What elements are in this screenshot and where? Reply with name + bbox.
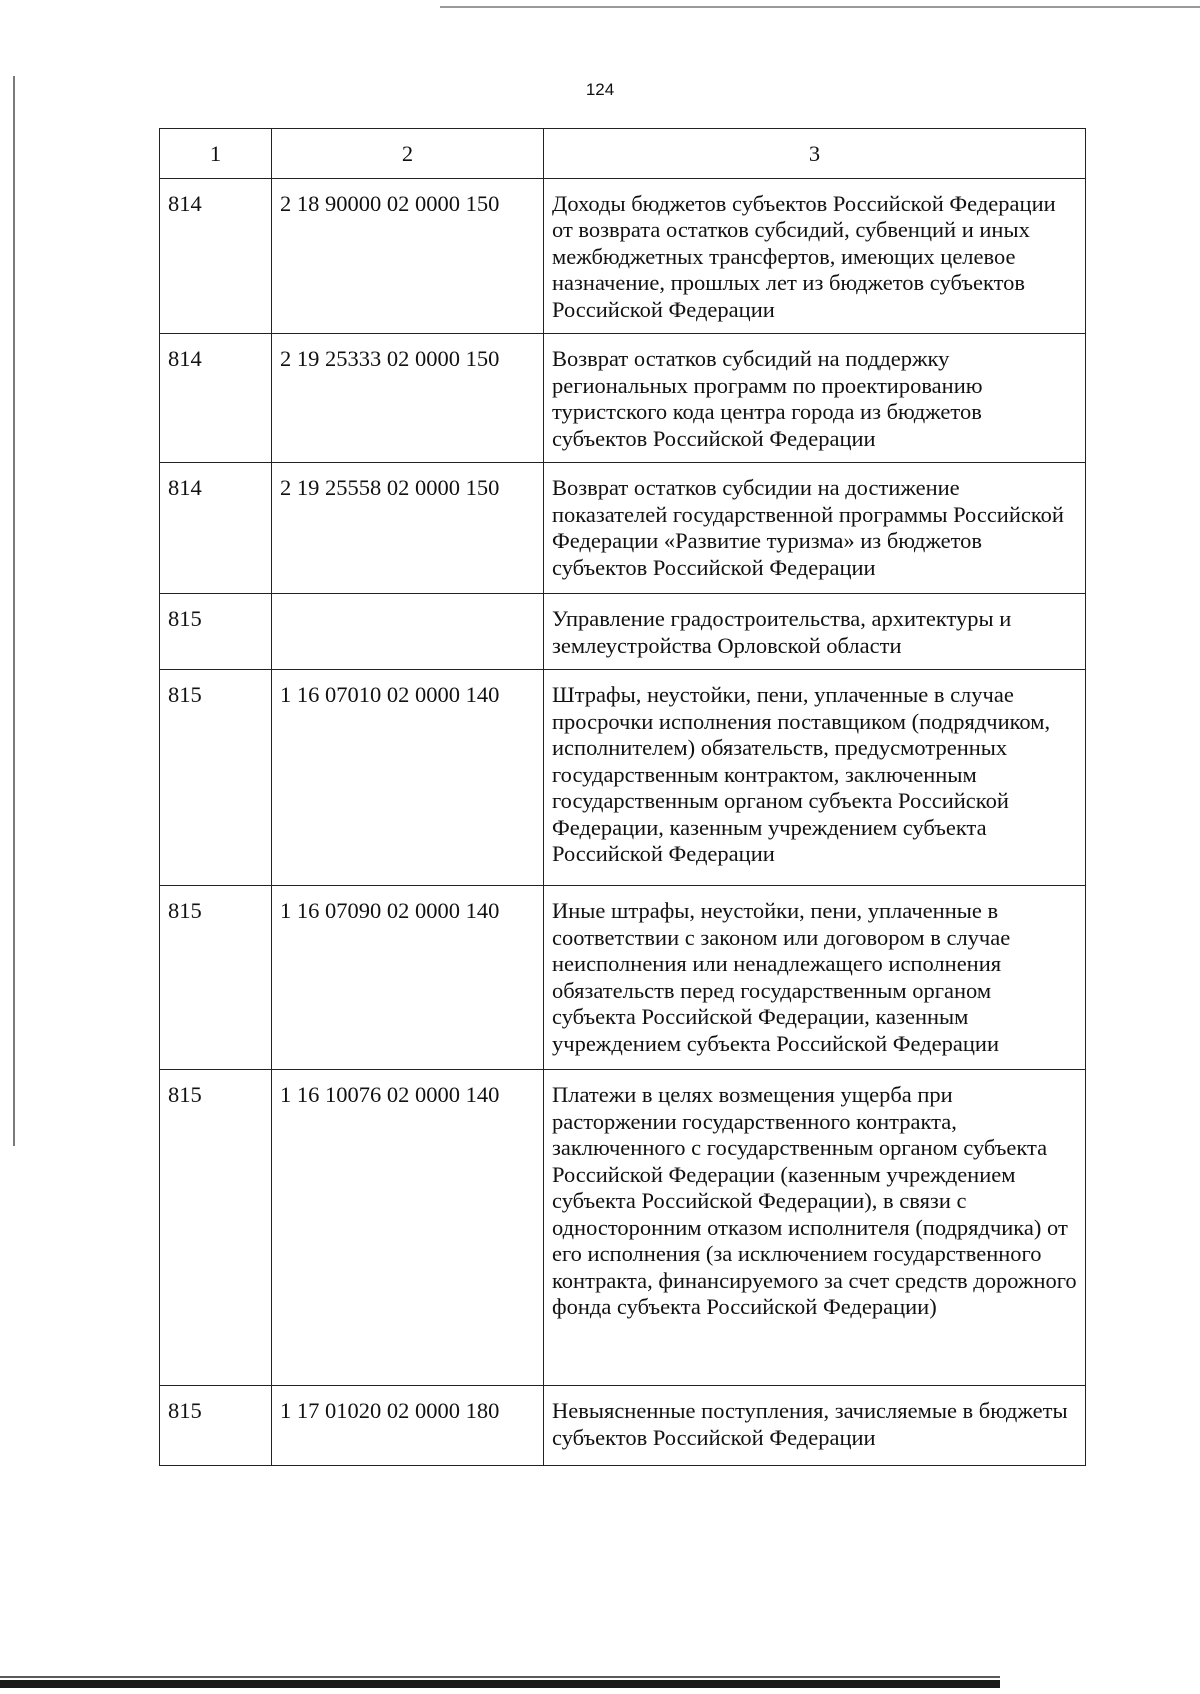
- admin-code-cell: 814: [160, 463, 272, 594]
- table-row: [160, 594, 1086, 670]
- budget-code-cell: 1 16 07090 02 0000 140: [272, 886, 544, 1070]
- admin-code-cell: 815: [160, 886, 272, 1070]
- column-header-3: 3: [544, 129, 1086, 179]
- table-row: [160, 670, 1086, 886]
- column-header-2: 2: [272, 129, 544, 179]
- table-row: [160, 334, 1086, 463]
- budget-code-cell: 1 16 07010 02 0000 140: [272, 670, 544, 886]
- revenue-codes-table: [159, 128, 1086, 1466]
- budget-code-cell: 1 17 01020 02 0000 180: [272, 1386, 544, 1466]
- admin-code-cell: 815: [160, 1386, 272, 1466]
- description-cell: Возврат остатков субсидии на достижение показателей государственной программы Российской Федерации «Развитие туризма» из бюджетов субъектов Российской Федерации: [544, 463, 1086, 594]
- scan-edge-bottom-thin: [0, 1676, 1000, 1678]
- table-header-row: [160, 129, 1086, 179]
- budget-code-cell: 2 19 25333 02 0000 150: [272, 334, 544, 463]
- description-cell: Невыясненные поступления, зачисляемые в бюджеты субъектов Российской Федерации: [544, 1386, 1086, 1466]
- budget-code-cell: [272, 594, 544, 670]
- description-cell: Доходы бюджетов субъектов Российской Федерации от возврата остатков субсидий, субвенций и иных межбюджетных трансфертов, имеющих целевое назначение, прошлых лет из бюджетов субъектов Российской Федерации: [544, 178, 1086, 334]
- table-row: [160, 1070, 1086, 1386]
- budget-code-cell: 1 16 10076 02 0000 140: [272, 1070, 544, 1386]
- table-row: [160, 178, 1086, 334]
- scan-edge-bottom: [0, 1680, 1000, 1688]
- description-cell: Платежи в целях возмещения ущерба при расторжении государственного контракта, заключенного с государственным органом субъекта Российской Федерации (казенным учреждением субъекта Российской Федерации), в связи с односторонним отказом исполнителя (подрядчика) от его исполнения (за исключением государственного контракта, финансируемого за счет средств дорожного фонда субъекта Российской Федерации): [544, 1070, 1086, 1386]
- description-cell: Возврат остатков субсидий на поддержку региональных программ по проектированию туристского кода центра города из бюджетов субъектов Российской Федерации: [544, 334, 1086, 463]
- budget-code-cell: 2 18 90000 02 0000 150: [272, 178, 544, 334]
- description-cell: Штрафы, неустойки, пени, уплаченные в случае просрочки исполнения поставщиком (подрядчиком, исполнителем) обязательств, предусмотренных государственным контрактом, заключенным государственным органом субъекта Российской Федерации, казенным учреждением субъекта Российской Федерации: [544, 670, 1086, 886]
- budget-code-cell: 2 19 25558 02 0000 150: [272, 463, 544, 594]
- admin-code-cell: 815: [160, 1070, 272, 1386]
- admin-code-cell: 814: [160, 334, 272, 463]
- admin-code-cell: 814: [160, 178, 272, 334]
- scan-edge-left: [13, 76, 15, 1146]
- description-cell: Иные штрафы, неустойки, пени, уплаченные в соответствии с законом или договором в случае неисполнения или ненадлежащего исполнения обязательств перед государственным органом субъекта Российской Федерации, казенным учреждением субъекта Российской Федерации: [544, 886, 1086, 1070]
- admin-code-cell: 815: [160, 594, 272, 670]
- description-cell: Управление градостроительства, архитектуры и землеустройства Орловской области: [544, 594, 1086, 670]
- column-header-1: 1: [160, 129, 272, 179]
- scan-edge-top: [440, 6, 1200, 8]
- table-row: [160, 463, 1086, 594]
- table-row: [160, 1386, 1086, 1466]
- admin-code-cell: 815: [160, 670, 272, 886]
- page-number: 124: [585, 80, 615, 99]
- table-row: [160, 886, 1086, 1070]
